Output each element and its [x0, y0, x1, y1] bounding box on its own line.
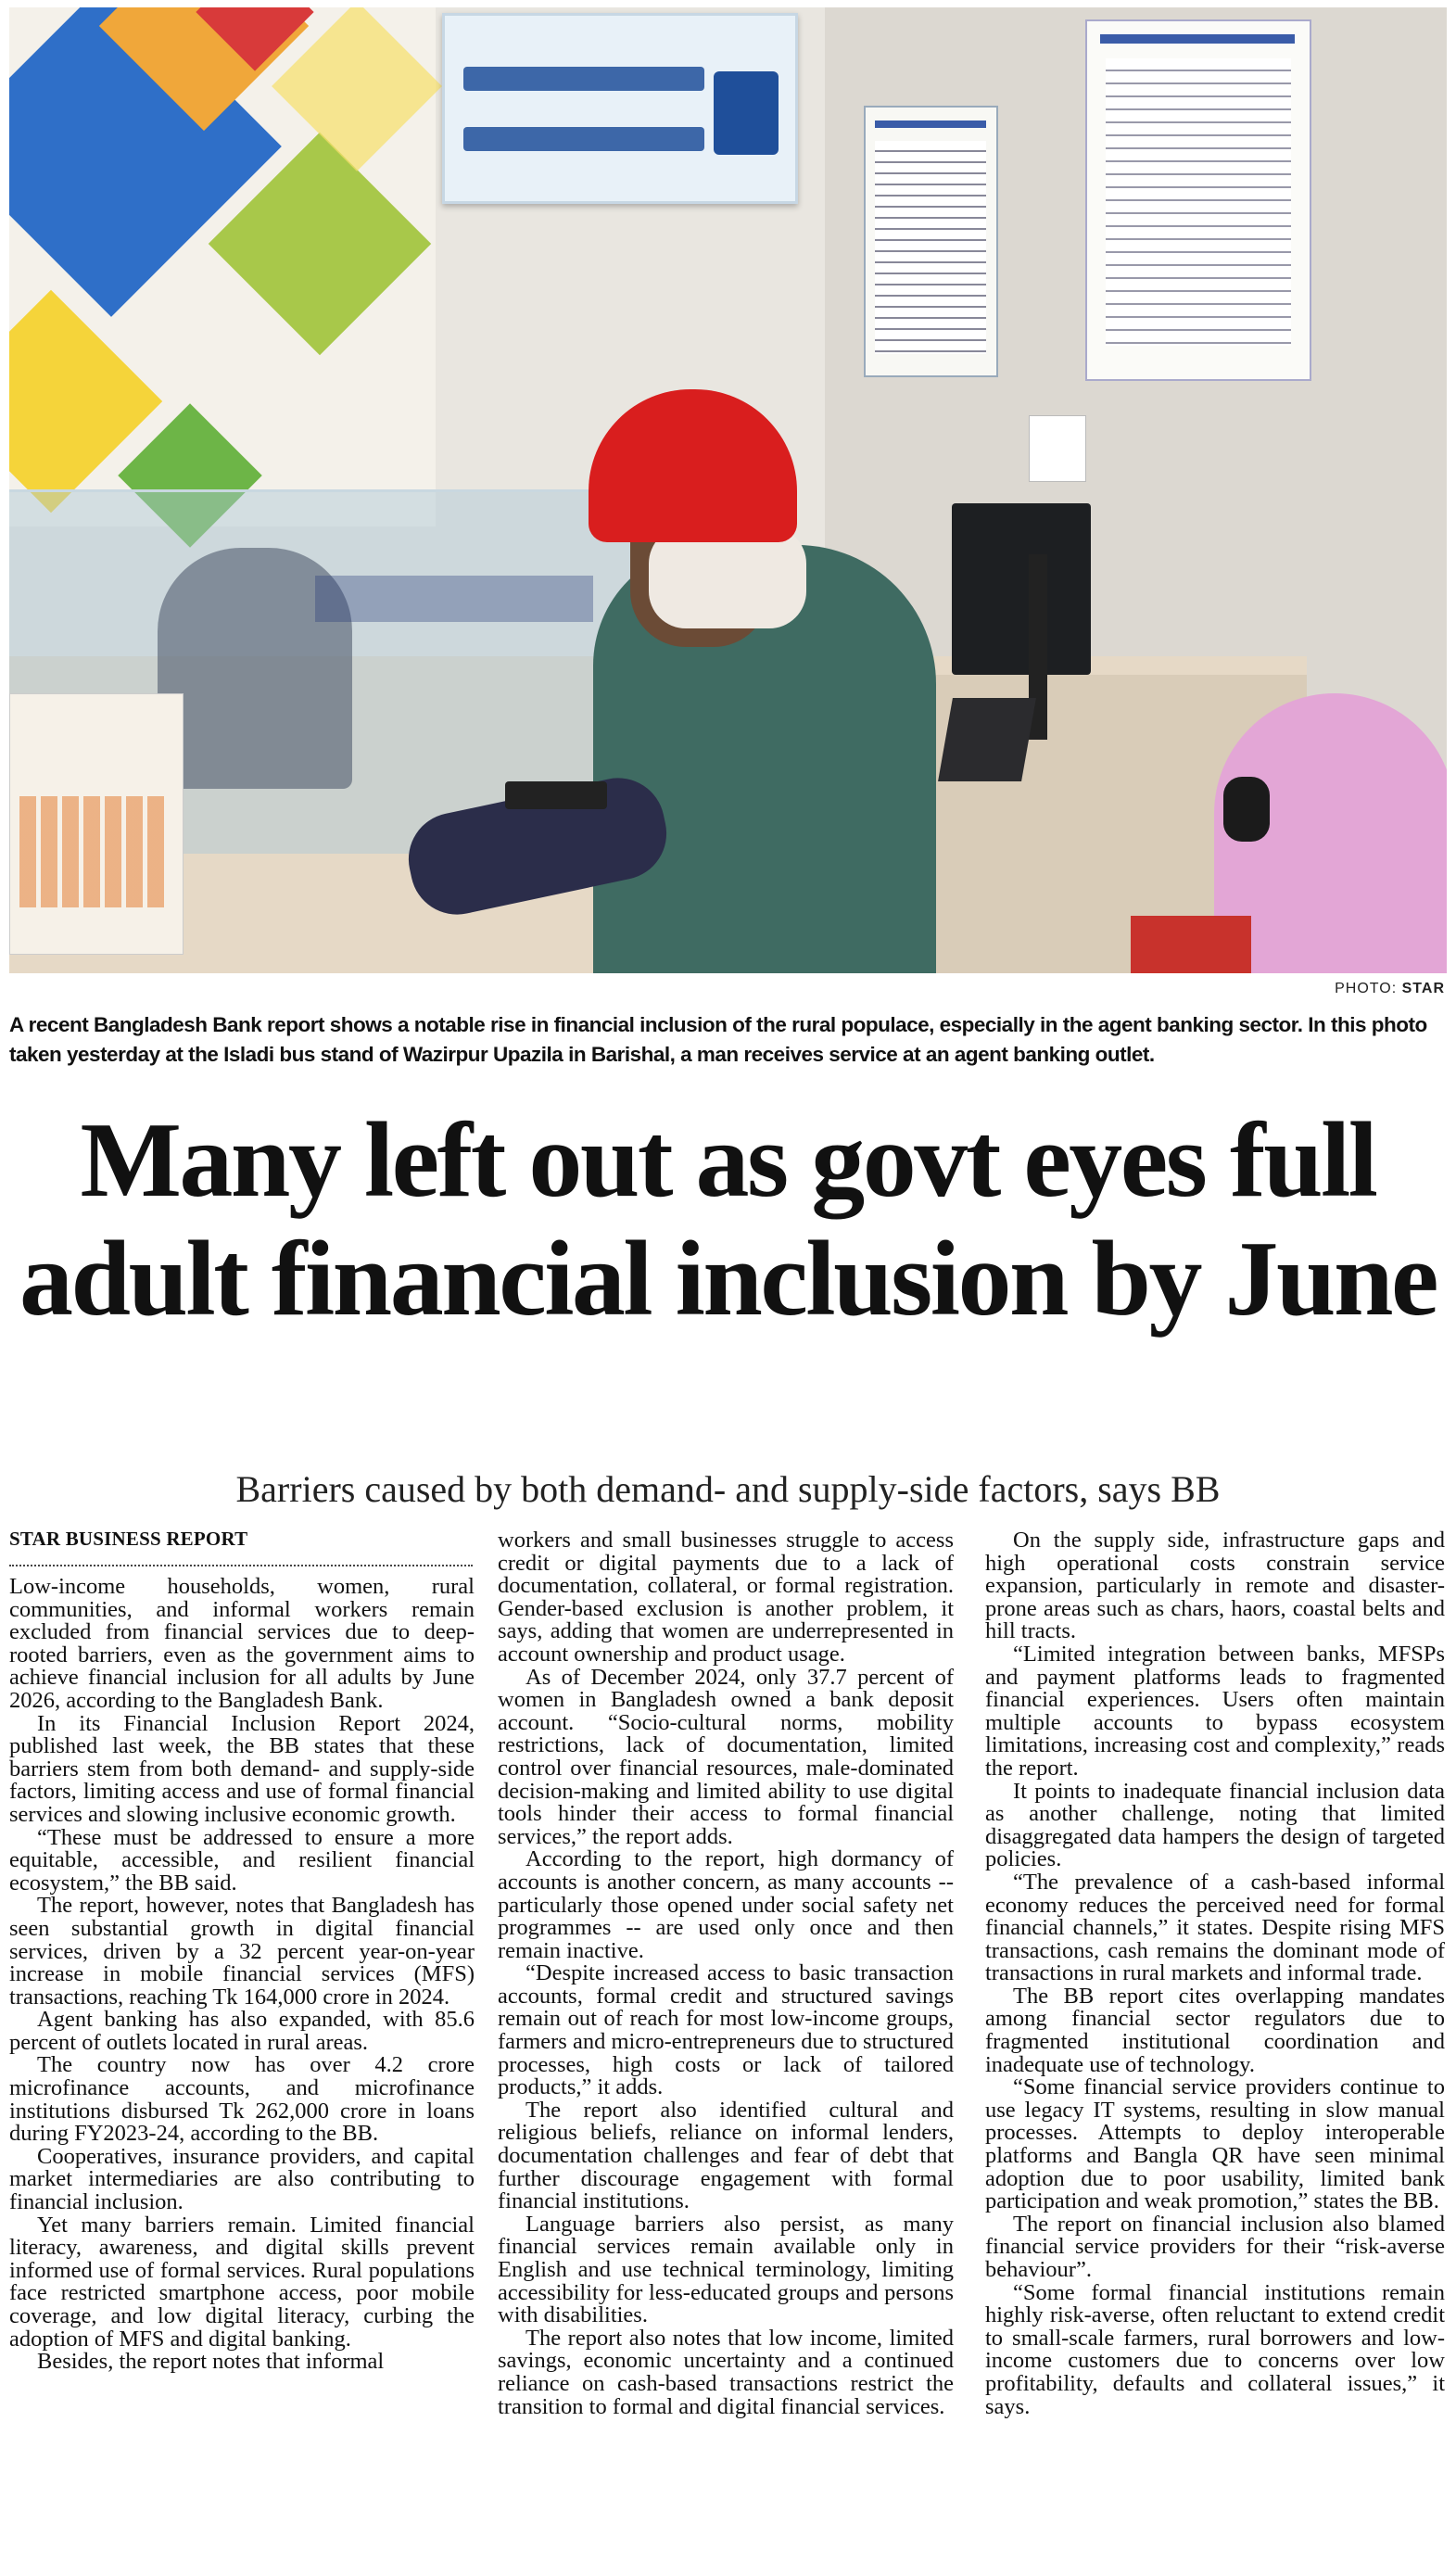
article-paragraph: According to the report, high dormancy of accounts is another concern, as many accounts -- particularly those opened under social safety net programmes -- are used only once and then remain inactive. [498, 1846, 954, 1963]
article-paragraph: The report on financial inclusion also blamed financial service providers for their “risk-averse behaviour”. [985, 2211, 1445, 2282]
photo-credit [1335, 981, 1445, 997]
computer-tower [952, 503, 1091, 675]
phone [505, 781, 607, 809]
article-paragraph: The country now has over 4.2 crore microfinance accounts, and microfinance institutions disbursed Tk 262,000 crore in loans during FY2023-24, according to the BB. [9, 2052, 475, 2147]
bank-sign [442, 13, 798, 204]
article-column-2 [498, 1529, 954, 2549]
photo-caption: A recent Bangladesh Bank report shows a notable rise in financial inclusion of the rural populace, especially in the agent banking sector. In this photo taken yesterday at the Isladi bus stand of Wazirpur Upazila in Barishal, a man receives service at an agent banking outlet. [9, 1013, 1427, 1066]
article-paragraph: “These must be addressed to ensure a more equitable, accessible, and resilient financial ecosystem,” the BB said. [9, 1824, 475, 1896]
article-column-1 [9, 1576, 475, 2549]
woman-mask [1223, 777, 1270, 842]
article-paragraph: Besides, the report notes that informal [37, 2349, 385, 2375]
byline-divider [9, 1565, 473, 1566]
cash-counter-label [315, 576, 593, 622]
article-paragraph: The report also notes that low income, limited savings, economic uncertainty and a continued reliance on cash-based transactions restrict the transition to formal and digital financial services. [498, 2325, 954, 2419]
photo-credit-label: PHOTO: [1335, 981, 1398, 996]
article-paragraph: “Despite increased access to basic transaction accounts, formal credit and structured savings remain out of reach for most low-income groups, farmers and micro-entrepreneurs due to structured processes, high costs or lack of tailored products,” it adds. [498, 1960, 954, 2100]
subheadline: Barriers caused by both demand- and supply-side factors, says BB [235, 1468, 1221, 1510]
article-paragraph: Cooperatives, insurance providers, and capital market intermediaries are also contributing to financial inclusion. [9, 2143, 475, 2215]
rates-poster [1085, 19, 1311, 381]
byline: STAR BUSINESS REPORT [9, 1528, 248, 1550]
article-paragraph: workers and small businesses struggle to access credit or digital payments due to a lack of documentation, collateral, or formal registration. Gender-based exclusion is another problem, it says, adding that women are underrepresented in account ownership and product usage. [498, 1529, 954, 1667]
small-notice [1029, 415, 1086, 482]
article-paragraph: “The prevalence of a cash-based informal economy reduces the perceived need for formal financial channels,” it states. Despite rising MFS transactions, cash remains the dominant mode of transactions in rural markets and informal trade. [985, 1869, 1445, 1986]
photo-credit-source: STAR [1401, 981, 1445, 996]
article-paragraph: The report, however, notes that Bangladesh has seen substantial growth in digital financial services, driven by a 32 percent year-on-year increase in mobile financial services (MFS) transactions, reaching Tk 164,000 crore in 2024. [9, 1893, 475, 2010]
article-paragraph: Yet many barriers remain. Limited financial literacy, awareness, and digital skills prevent informed use of formal services. Rural populations face restricted smartphone access, poor mobile coverage, and low digital literacy, curbing the adoption of MFS and digital banking. [9, 2212, 475, 2352]
headline: Many left out as govt eyes full adult financial inclusion by June [19, 1101, 1437, 1338]
desk-calendar [9, 693, 184, 955]
article-paragraph: As of December 2024, only 37.7 percent of women in Bangladesh owned a bank deposit account. “Socio-cultural norms, mobility restrictions, lack of documentation, limited control over financial resources, male-dominated decision-making and limited ability to use digital tools hinder their access to formal financial services,” the report adds. [498, 1664, 954, 1849]
article-paragraph: The BB report cites overlapping mandates among financial sector regulators due to fragmented institutional coordination and inadequate use of technology. [985, 1983, 1445, 2077]
brac-bank-logo-icon [714, 71, 779, 155]
article-paragraph: Low-income households, women, rural communities, and informal workers remain excluded from financial services due to deep-rooted barriers, even as the government aims to achieve financial inclusion for all adults by June 2026, according to the Bangladesh Bank. [9, 1576, 475, 1713]
article-paragraph: “Some formal financial institutions remain highly risk-averse, often reluctant to extend credit to small-scale farmers, rural borrowers and low-income customers due to concerns over low profitability, defaults and collateral issues,” it says. [985, 2279, 1445, 2419]
sign-text-line [463, 67, 704, 91]
notice-poster [864, 106, 998, 377]
keyboard [938, 698, 1036, 781]
article-paragraph: Language barriers also persist, as many financial services remain available only in English and use technical terminology, limiting accessibility for less-educated groups and persons with disabilities. [498, 2211, 954, 2328]
article-paragraph: In its Financial Inclusion Report 2024, published last week, the BB states that these barriers stem from both demand- and supply-side factors, limiting access and use of formal financial services and slowing inclusive economic growth. [9, 1710, 475, 1827]
article-column-3 [985, 1529, 1445, 2549]
article-photo [9, 7, 1447, 973]
article-paragraph: Agent banking has also expanded, with 85.6 percent of outlets located in rural areas. [9, 2007, 475, 2055]
sign-text-line [463, 127, 704, 151]
article-paragraph: It points to inadequate financial inclusion data as another challenge, noting that limited disaggregated data hampers the design of targeted policies. [985, 1778, 1445, 1872]
article-paragraph: The report also identified cultural and religious beliefs, reliance on informal lenders, documentation challenges and fear of debt that further discourage engagement with formal financial institutions. [498, 2097, 954, 2214]
man-red-cap [589, 389, 797, 542]
article-paragraph: “Limited integration between banks, MFSPs and payment platforms leads to fragmented financial experiences. Users often maintain multiple accounts to bypass ecosystem limitations, increasing cost and complexity,” reads the report. [985, 1641, 1445, 1781]
article-paragraph: On the supply side, infrastructure gaps and high operational costs constrain service expansion, particularly in remote and disaster-prone areas such as chars, haors, coastal belts and hill tracts. [985, 1529, 1445, 1644]
article-paragraph: “Some financial service providers continue to use legacy IT systems, resulting in slow manual processes. Attempts to deploy interoperable platforms and Bangla QR have seen minimal adoption due to poor usability, limited bank participation and weak promotion,” states the BB. [985, 2074, 1445, 2214]
woman-dress [1131, 916, 1251, 973]
